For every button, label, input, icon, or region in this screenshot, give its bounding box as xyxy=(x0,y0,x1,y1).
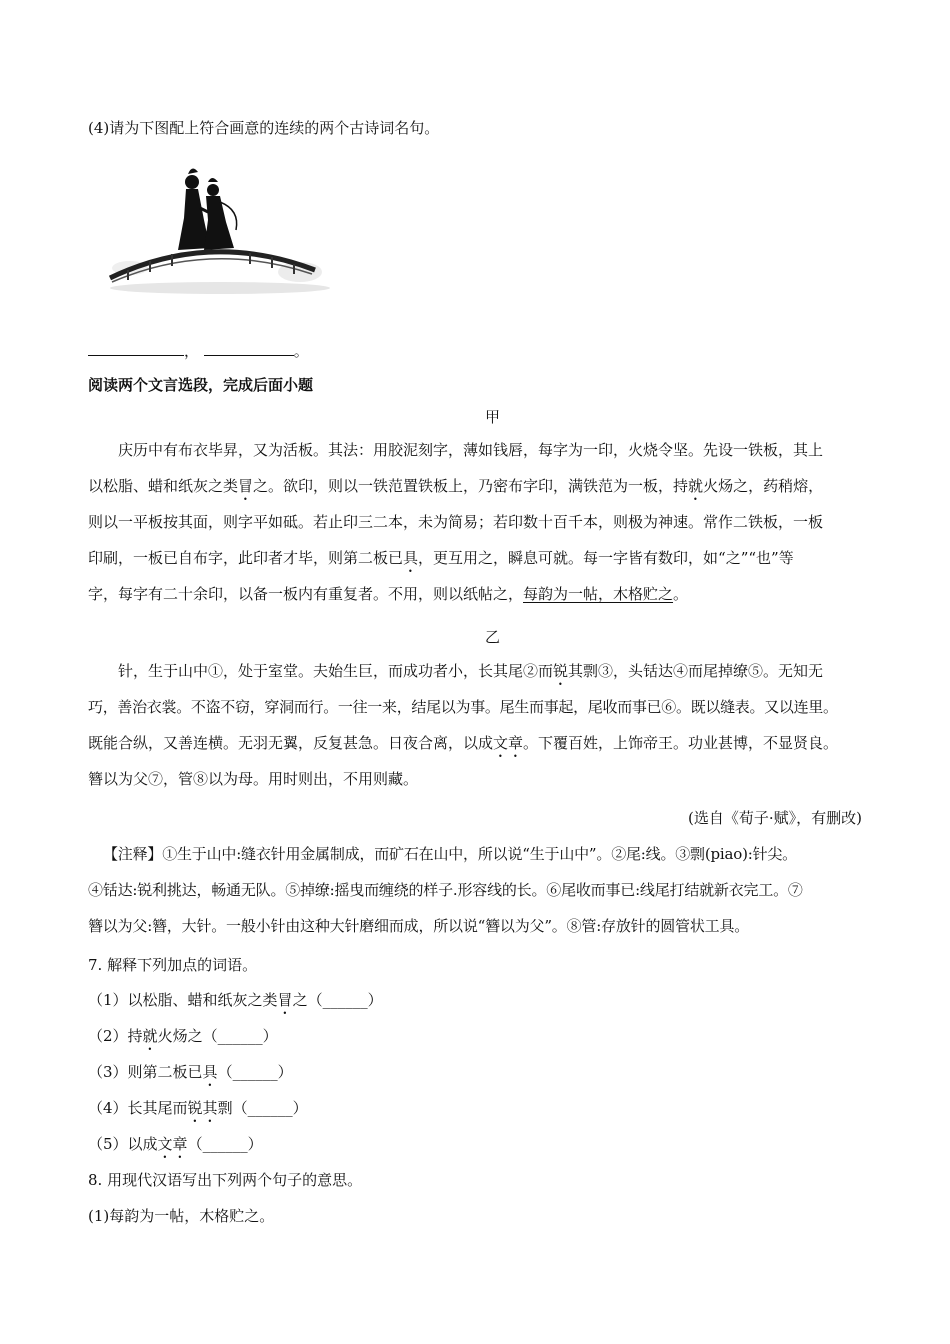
jia-line-4: 印刷，一板已自布字，此印者才毕，则第二板已具，更互用之，瞬息可就。每一字皆有数印，如“之”“也”等 xyxy=(88,549,794,567)
blank-period: 。 xyxy=(293,342,309,360)
illustration-lovers-on-bridge xyxy=(100,160,330,300)
yi-line-2: 巧，善治衣裳。不盗不窃，穿洞而行。一往一来，结尾以为事。尾生而事起，尾收而事已⑥。既以缝表。又以连里。 xyxy=(88,698,838,716)
jia-line-1: 庆历中有布衣毕昇，又为活板。其法：用胶泥刻字，薄如钱唇，每字为一印，火烧令坚。先设一铁板，其上 xyxy=(118,441,824,459)
notes-line-2: ④铦达:锐利挑达，畅通无队。⑤掉缭:摇曳而缠绕的样子.形容线的长。⑥尾收而事已:线尾打结就新衣完工。⑦ xyxy=(88,881,803,899)
passage-source: (选自《荀子·赋》，有删改) xyxy=(688,809,862,827)
blank-comma: ， xyxy=(184,342,200,360)
yi-line-1: 针，生于山中①，处于室堂。夫始生巨，而成功者小，长其尾②而锐其剽③，头铦达④而尾掉缭⑤。无知无 xyxy=(118,662,824,680)
passage-jia-heading: 甲 xyxy=(485,408,501,426)
yi-line-3: 既能合纵，又善连横。无羽无翼，反复甚急。日夜合离，以成文章。下覆百姓，上饰帝王。功业甚博，不显贤良。 xyxy=(88,734,839,752)
q7-item-2[interactable]: （2）持就火炀之（______） xyxy=(88,1027,278,1045)
yi-line-4: 簪以为父⑦，管⑧以为母。用时则出，不用则藏。 xyxy=(88,770,419,788)
reading-section-title: 阅读两个文言选段，完成后面小题 xyxy=(88,376,314,394)
blank-2[interactable] xyxy=(204,341,294,356)
passage-yi-heading: 乙 xyxy=(485,628,501,646)
blank-1[interactable] xyxy=(88,341,184,356)
jia-line-5: 字，每字有二十余印，以备一板内有重复者。不用，则以纸帖之，每韵为一帖，木格贮之。 xyxy=(88,585,689,603)
question-4-prompt: (4)请为下图配上符合画意的连续的两个古诗词名句。 xyxy=(88,119,440,137)
notes xyxy=(88,836,878,944)
q8-sentence-1: (1)每韵为一帖，木格贮之。 xyxy=(88,1207,275,1225)
q7-item-3[interactable]: （3）则第二板已具（______） xyxy=(88,1063,293,1081)
question-8-title: 8. 用现代汉语写出下列两个句子的意思。 xyxy=(88,1171,363,1189)
q7-item-5[interactable]: （5）以成文章（______） xyxy=(88,1135,263,1153)
notes-line-3: 簪以为父:簪，大针。一般小针由这种大针磨细而成，所以说“簪以为父”。⑧管:存放针的圆管状工具。 xyxy=(88,917,750,935)
q7-item-1[interactable]: （1）以松脂、蜡和纸灰之类冒之（______） xyxy=(88,991,383,1009)
jia-line-2: 以松脂、蜡和纸灰之类冒之。欲印，则以一铁范置铁板上，乃密布字印，满铁范为一板，持就火炀之，药稍熔， xyxy=(88,477,824,495)
passage-jia xyxy=(88,432,878,612)
question-7-title: 7. 解释下列加点的词语。 xyxy=(88,956,258,974)
answer-blanks[interactable] xyxy=(88,341,309,361)
notes-line-1: 【注释】①生于山中:缝衣针用金属制成，而矿石在山中，所以说“生于山中”。②尾:线。③剽(piao):针尖。 xyxy=(103,845,797,863)
q7-item-4[interactable]: （4）长其尾而锐其剽（______） xyxy=(88,1099,308,1117)
passage-yi xyxy=(88,653,878,797)
jia-line-3: 则以一平板按其面，则字平如砥。若止印三二本，未为简易；若印数十百千本，则极为神速。常作二铁板，一板 xyxy=(88,513,824,531)
